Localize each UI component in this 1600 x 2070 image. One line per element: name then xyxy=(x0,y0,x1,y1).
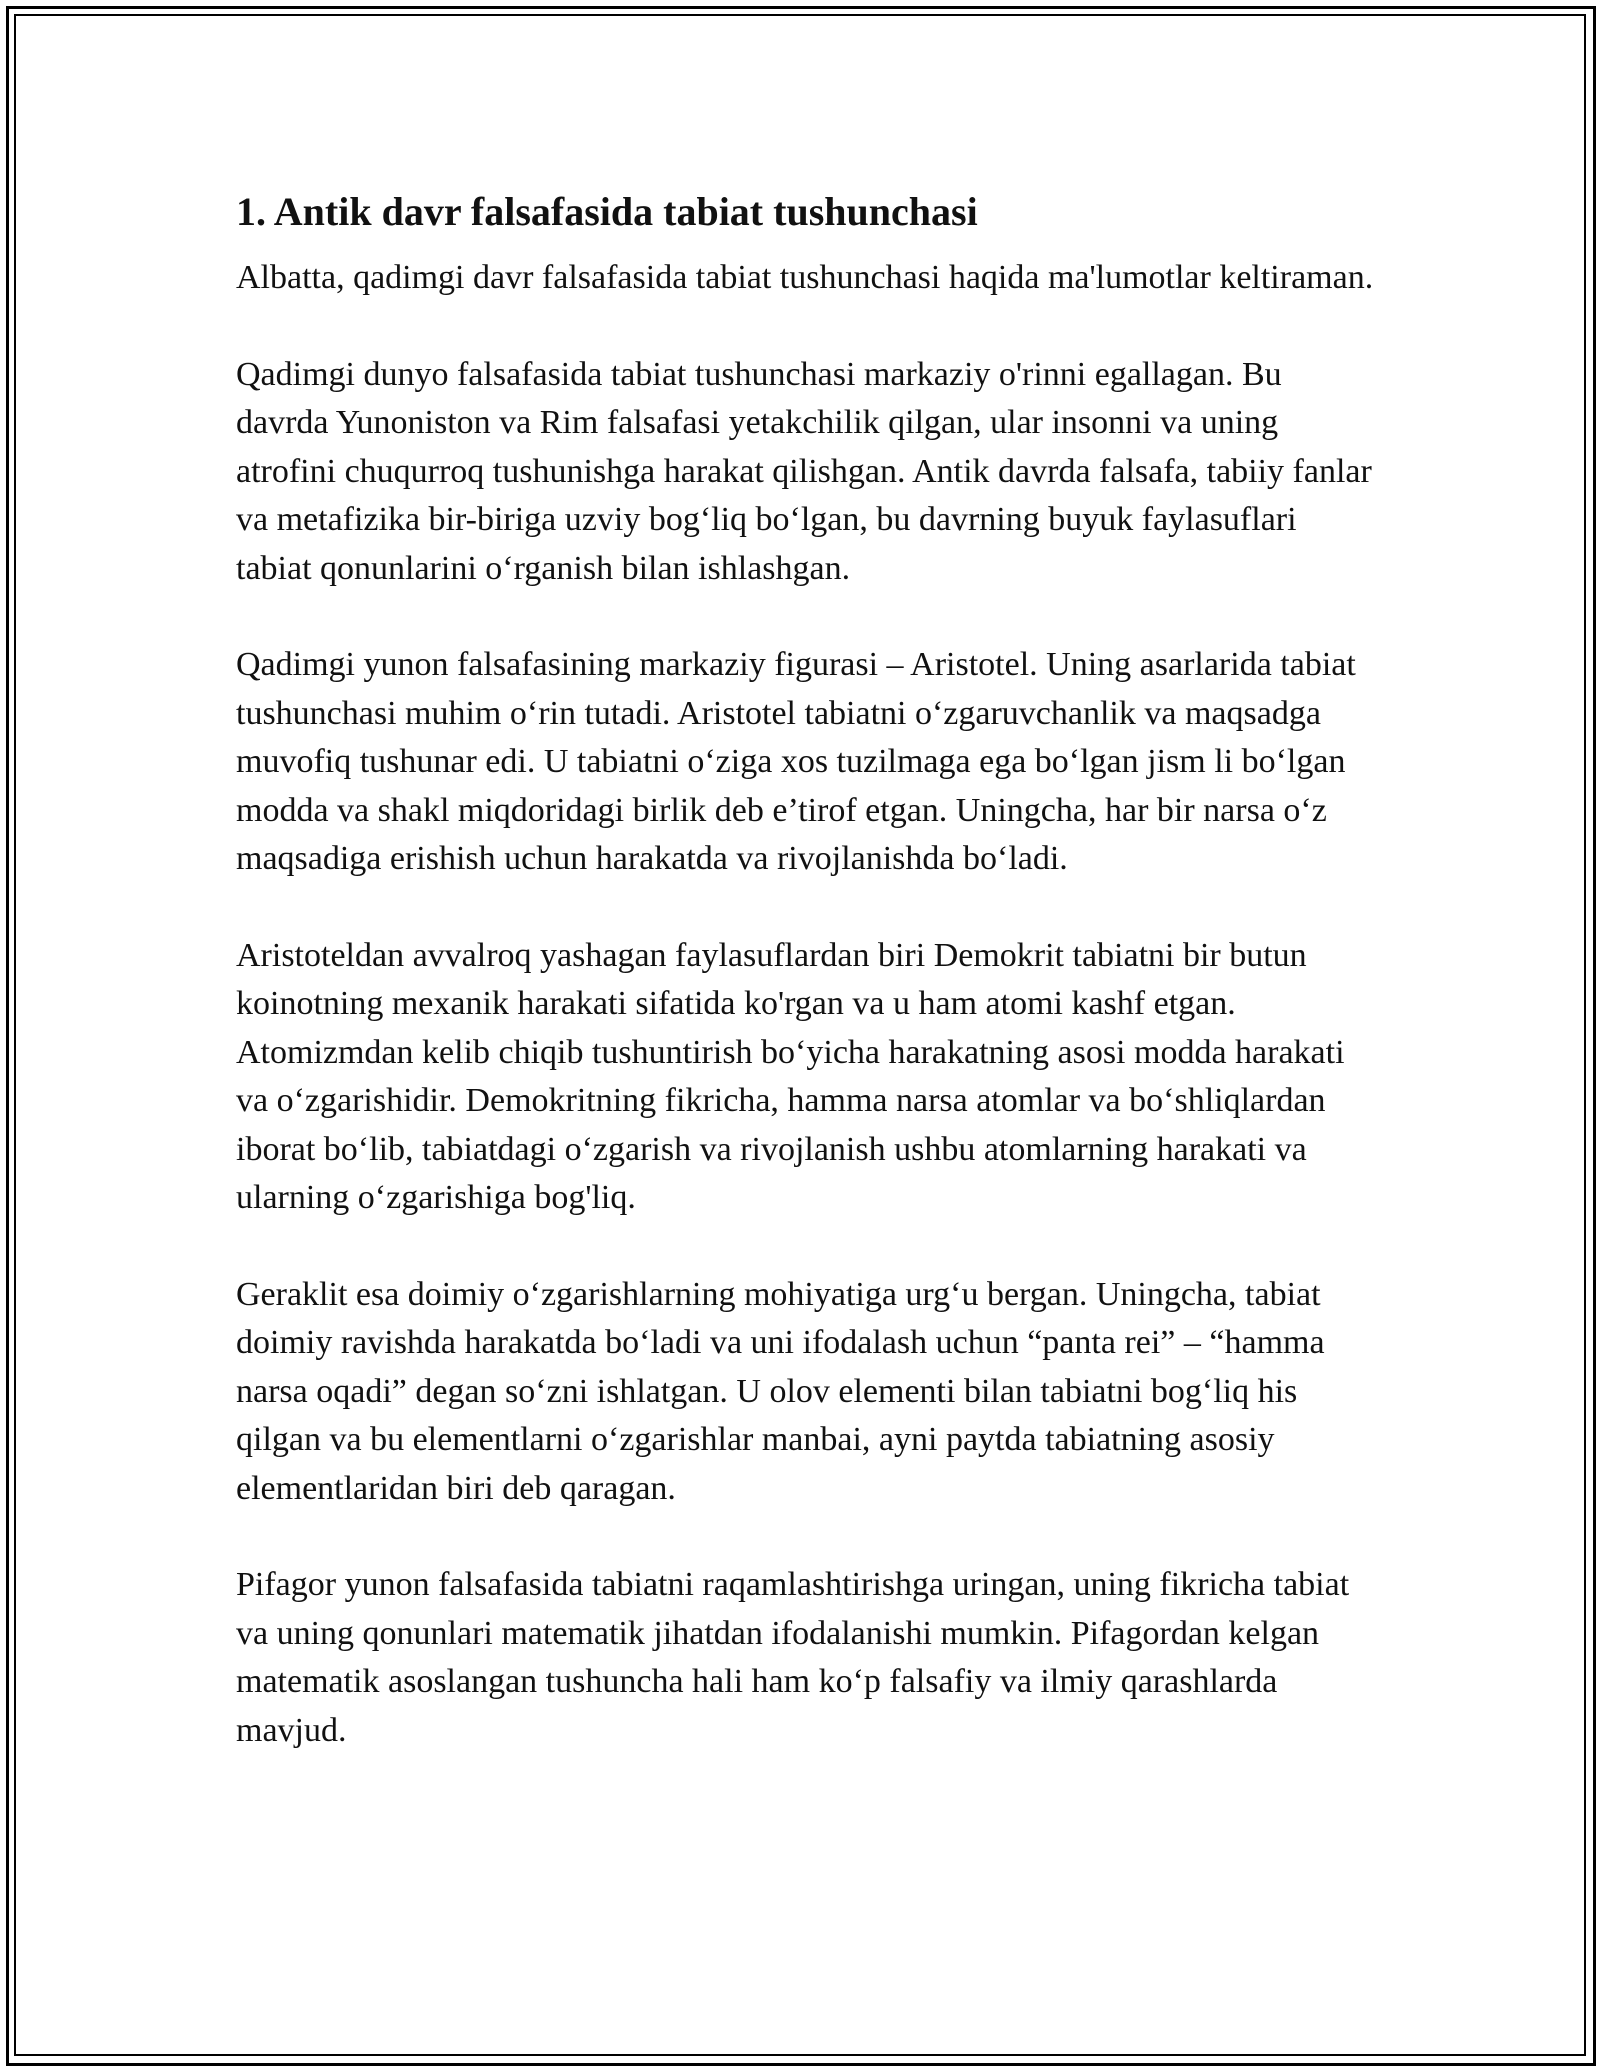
document-body xyxy=(236,184,1376,1803)
paragraph-heraclitus: Geraklit esa doimiy o‘zgarishlarning mohiyatiga urg‘u bergan. Uningcha, tabiat doimiy ravishda harakatda bo‘ladi va uni ifodalash uchun “panta rei” – “hamma narsa oqadi” degan so‘zni ishlatgan. U olov elementi bilan tabiatni bog‘liq his qilgan va bu elementlarni o‘zgarishlar manbai, ayni paytda tabiatning asosiy elementlaridan biri deb qaragan. xyxy=(236,1275,1325,1507)
document-heading: 1. Antik davr falsafasida tabiat tushunchasi xyxy=(236,189,978,234)
paragraph-pythagoras: Pifagor yunon falsafasida tabiatni raqamlashtirishga uringan, uning fikricha tabiat va uning qonunlari matematik jihatdan ifodalanishi mumkin. Pifagordan kelgan matematik asoslangan tushuncha hali ham ko‘p falsafiy va ilmiy qarashlarda mavjud. xyxy=(236,1566,1350,1749)
paragraph-democritus: Aristoteldan avvalroq yashagan faylasuflardan biri Demokrit tabiatni bir butun koinotning mexanik harakati sifatida ko'rgan va u ham atomi kashf etgan. Atomizmdan kelib chiqib tushuntirish bo‘yicha harakatning asosi modda harakati va o‘zgarishidir. Demokritning fikricha, hamma narsa atomlar va bo‘shliqlardan iborat bo‘lib, tabiatdagi o‘zgarish va rivojlanish ushbu atomlarning harakati va ularning o‘zgarishiga bog'liq. xyxy=(236,936,1345,1216)
paragraph-aristotle: Qadimgi yunon falsafasining markaziy figurasi – Aristotel. Uning asarlarida tabiat tushunchasi muhim o‘rin tutadi. Aristotel tabiatni o‘zgaruvchanlik va maqsadga muvofiq tushunar edi. U tabiatni o‘ziga xos tuzilmaga ega bo‘lgan jism li bo‘lgan modda va shakl miqdoridagi birlik deb e’tirof etgan. Uningcha, har bir narsa o‘z maqsadiga erishish uchun harakatda va rivojlanishda bo‘ladi. xyxy=(236,646,1356,877)
paragraph-intro: Albatta, qadimgi davr falsafasida tabiat tushunchasi haqida ma'lumotlar keltiraman. xyxy=(236,259,1374,296)
paragraph-ancient-world: Qadimgi dunyo falsafasida tabiat tushunchasi markaziy o'rinni egallagan. Bu davrda Yunoniston va Rim falsafasi yetakchilik qilgan, ular insonni va uning atrofini chuqurroq tushunishga harakat qilishgan. Antik davrda falsafa, tabiiy fanlar va metafizika bir-biriga uzviy bog‘liq bo‘lgan, bu davrning buyuk faylasuflari tabiat qonunlarini o‘rganish bilan ishlashgan. xyxy=(236,355,1372,587)
